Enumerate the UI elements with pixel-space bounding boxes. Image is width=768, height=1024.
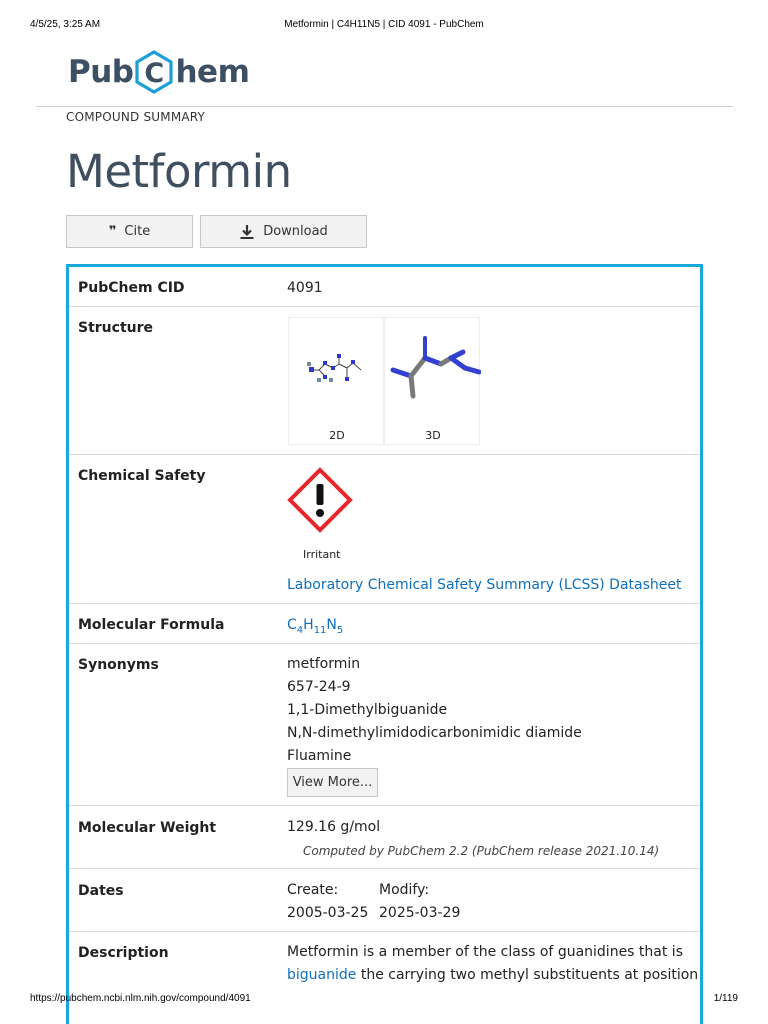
synonym-item: N,N-dimethylimidodicarbonimidic diamide (287, 725, 582, 741)
description-label: Description (78, 945, 169, 961)
page-title: Metformin (66, 145, 292, 198)
create-date-value: 2005-03-25 (287, 905, 369, 921)
row-molecular-weight (69, 806, 700, 869)
print-datetime: 4/5/25, 3:25 AM (30, 19, 101, 30)
logo-text-center: C (144, 58, 165, 89)
download-button-label: Download (263, 224, 328, 239)
synonyms-label: Synonyms (78, 657, 159, 673)
structure-label: Structure (78, 320, 154, 336)
create-date-label: Create: (287, 882, 339, 898)
lcss-datasheet-link[interactable]: Laboratory Chemical Safety Summary (LCSS) Datasheet (287, 577, 682, 593)
molecular-weight-label: Molecular Weight (78, 820, 217, 836)
synonym-item: Fluamine (287, 748, 352, 764)
row-dates (69, 869, 700, 932)
dates-label: Dates (78, 883, 124, 899)
row-molecular-formula (69, 604, 700, 644)
pictogram-caption: Irritant (303, 548, 341, 561)
biguanide-link[interactable]: biguanide (287, 967, 357, 983)
print-page-count: 1/119 (713, 993, 738, 1004)
cite-button-label: Cite (124, 224, 151, 239)
molecular-formula-label: Molecular Formula (78, 617, 225, 633)
print-url: https://pubchem.ncbi.nlm.nih.gov/compound/4091 (30, 993, 251, 1004)
cid-value: 4091 (287, 280, 323, 296)
chemical-safety-label: Chemical Safety (78, 468, 206, 484)
synonym-item: 657-24-9 (287, 679, 351, 695)
quote-icon: ❞ (108, 224, 117, 239)
view-more-synonyms-button[interactable]: View More... (287, 768, 378, 797)
print-page-title: Metformin | C4H11N5 | CID 4091 - PubChem (284, 19, 484, 30)
row-structure (69, 307, 700, 455)
row-pubchem-cid (69, 267, 700, 307)
page-kicker: COMPOUND SUMMARY (66, 110, 206, 124)
structure-3d-thumbnail[interactable] (384, 317, 480, 445)
molecular-formula-link[interactable]: $C_4H_{11}N_5$ (287, 617, 344, 636)
summary-table (66, 264, 703, 1024)
download-button[interactable] (200, 215, 367, 248)
molecular-weight-value: 129.16 g/mol (287, 819, 381, 835)
ghs-irritant-pictogram-icon[interactable] (287, 467, 353, 533)
header-divider (36, 106, 733, 107)
synonym-item: 1,1-Dimethylbiguanide (287, 702, 448, 718)
logo-hexagon-icon (134, 50, 174, 94)
structure-3d-caption: 3D (425, 429, 441, 442)
cid-label: PubChem CID (78, 280, 185, 296)
structure-2d-caption: 2D (329, 429, 345, 442)
logo-text-left: Pub (68, 54, 134, 90)
description-line-1: Metformin is a member of the class of guanidines that is (287, 944, 683, 960)
structure-2d-thumbnail[interactable] (288, 317, 384, 445)
synonym-item: metformin (287, 656, 361, 672)
row-synonyms (69, 644, 700, 806)
download-icon (239, 224, 255, 240)
logo-text-right: hem (175, 54, 250, 90)
modify-date-value: 2025-03-29 (379, 905, 461, 921)
row-chemical-safety (69, 455, 700, 604)
description-line-2: biguanide the carrying two methyl substituents at position (287, 967, 699, 983)
row-description (69, 932, 700, 1024)
modify-date-label: Modify: (379, 882, 430, 898)
structure-3d-drawing (385, 318, 481, 418)
molecular-weight-note: Computed by PubChem 2.2 (PubChem release 2021.10.14) (303, 844, 660, 858)
structure-2d-drawing (289, 318, 385, 418)
cite-button[interactable] (66, 215, 193, 248)
pubchem-logo[interactable] (68, 48, 249, 96)
